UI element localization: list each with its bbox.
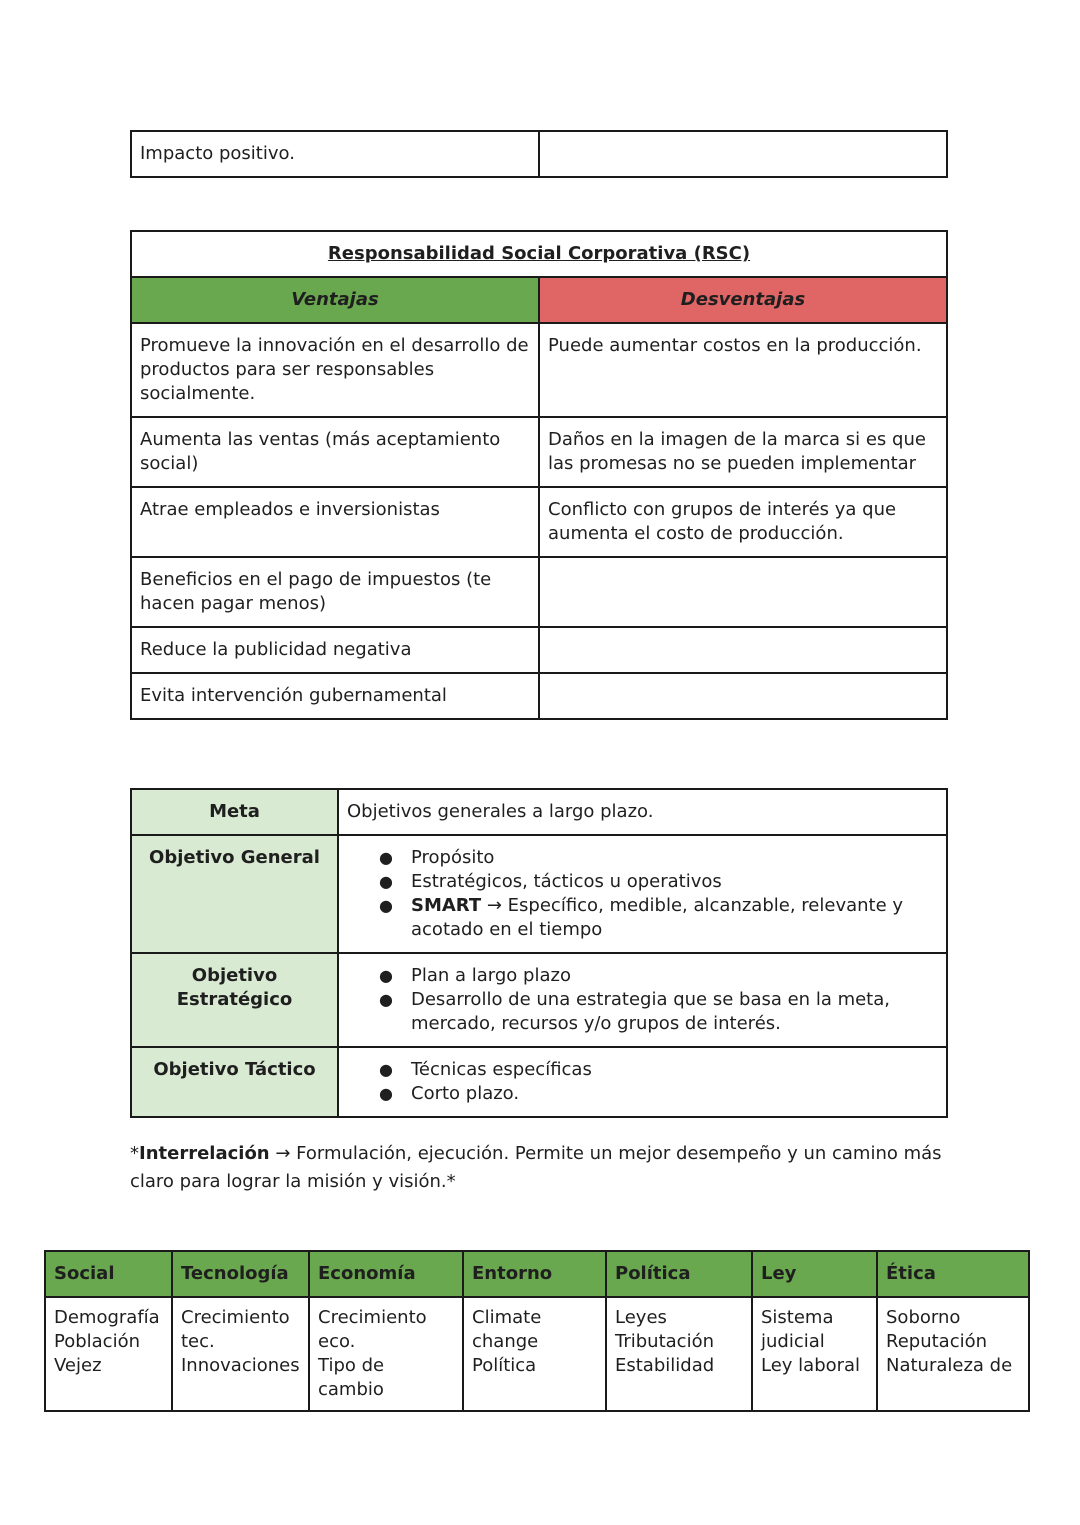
cell-line: Demografía: [54, 1307, 160, 1328]
cell-line: Crecimiento: [181, 1307, 290, 1328]
pestel-cell: [309, 1297, 463, 1411]
desventaja-cell: Conflicto con grupos de interés ya que aumenta el costo de producción.: [539, 487, 947, 557]
desventajas-header: Desventajas: [539, 277, 947, 323]
pestel-cell: [45, 1297, 172, 1411]
smart-text: → Específico, medible, alcanzable, relevante y acotado en el tiempo: [411, 895, 904, 940]
desventaja-cell: [539, 673, 947, 719]
table-row: [131, 417, 947, 487]
ventajas-header: Ventajas: [131, 277, 539, 323]
cell-line: Tributación: [615, 1331, 714, 1352]
desventaja-cell: Daños en la imagen de la marca si es que las promesas no se pueden implementar: [539, 417, 947, 487]
pestel-table: [44, 1250, 1030, 1412]
estrategico-list: [347, 964, 938, 1036]
cell-line: Ley laboral: [761, 1355, 861, 1376]
table-row: [131, 835, 947, 953]
impact-table: [130, 130, 948, 178]
cell-line: Crecimiento: [318, 1307, 427, 1328]
pestel-cell: [172, 1297, 309, 1411]
tactico-label: Objetivo Táctico: [131, 1047, 338, 1117]
cell-line: judicial: [761, 1331, 825, 1352]
desventaja-cell: Puede aumentar costos en la producción.: [539, 323, 947, 417]
impact-cell-right: [539, 131, 947, 177]
desventaja-cell: [539, 557, 947, 627]
table-row: [131, 673, 947, 719]
ventaja-cell: Atrae empleados e inversionistas: [131, 487, 539, 557]
note-prefix: *: [130, 1143, 139, 1164]
pestel-header: Economía: [309, 1251, 463, 1297]
ventaja-cell: Evita intervención gubernamental: [131, 673, 539, 719]
estrategico-content: [338, 953, 947, 1047]
rsc-table: [130, 230, 948, 720]
tactico-list: [347, 1058, 938, 1106]
pestel-header: Política: [606, 1251, 752, 1297]
desventaja-cell: [539, 627, 947, 673]
list-item: ● Desarrollo de una estrategia que se basa en la meta, mercado, recursos y/o grupos de interés.: [411, 988, 938, 1036]
cell-line: Climate: [472, 1307, 542, 1328]
table-row: [131, 953, 947, 1047]
table-row: [131, 557, 947, 627]
tactico-content: [338, 1047, 947, 1117]
ventaja-cell: Beneficios en el pago de impuestos (te hacen pagar menos): [131, 557, 539, 627]
table-row: [131, 789, 947, 835]
cell-line: Reputación: [886, 1331, 988, 1352]
list-item: ● Propósito: [411, 846, 938, 870]
pestel-cell: [463, 1297, 606, 1411]
list-item: [411, 894, 938, 942]
note-text: → Formulación, ejecución. Permite un mejor desempeño y un camino más claro para lograr la misión y visión.*: [130, 1143, 942, 1192]
list-item: ● Corto plazo.: [411, 1082, 938, 1106]
general-label: Objetivo General: [131, 835, 338, 953]
interrelacion-note: [130, 1140, 960, 1196]
pestel-header: Social: [45, 1251, 172, 1297]
rsc-title: Responsabilidad Social Corporativa (RSC): [131, 231, 947, 277]
table-row: [131, 1047, 947, 1117]
general-list: [347, 846, 938, 942]
objectives-table: [130, 788, 948, 1118]
ventaja-cell: Reduce la publicidad negativa: [131, 627, 539, 673]
table-row: [131, 487, 947, 557]
pestel-header: Tecnología: [172, 1251, 309, 1297]
cell-line: Tipo de cambio: [318, 1355, 385, 1400]
table-row: [131, 323, 947, 417]
estrategico-label: Objetivo Estratégico: [131, 953, 338, 1047]
list-item: ● Técnicas específicas: [411, 1058, 938, 1082]
pestel-header: Ley: [752, 1251, 877, 1297]
cell-line: change: [472, 1331, 539, 1352]
pestel-body-row: [45, 1297, 1029, 1411]
list-item: ● Plan a largo plazo: [411, 964, 938, 988]
pestel-header: Ética: [877, 1251, 1029, 1297]
meta-text: Objetivos generales a largo plazo.: [338, 789, 947, 835]
impact-cell-left: Impacto positivo.: [131, 131, 539, 177]
general-content: [338, 835, 947, 953]
cell-line: eco.: [318, 1331, 356, 1352]
pestel-header: Entorno: [463, 1251, 606, 1297]
table-row: [131, 627, 947, 673]
cell-line: Leyes: [615, 1307, 667, 1328]
cell-line: Sistema: [761, 1307, 834, 1328]
cell-line: Población: [54, 1331, 141, 1352]
ventaja-cell: Aumenta las ventas (más aceptamiento social): [131, 417, 539, 487]
cell-line: tec.: [181, 1331, 215, 1352]
cell-line: Soborno: [886, 1307, 961, 1328]
cell-line: Política: [472, 1355, 537, 1376]
pestel-header-row: [45, 1251, 1029, 1297]
list-item: ● Estratégicos, tácticos u operativos: [411, 870, 938, 894]
pestel-cell: [752, 1297, 877, 1411]
pestel-cell: [877, 1297, 1029, 1411]
cell-line: Naturaleza de: [886, 1355, 1013, 1376]
pestel-cell: [606, 1297, 752, 1411]
ventaja-cell: Promueve la innovación en el desarrollo de productos para ser responsables socialmente.: [131, 323, 539, 417]
meta-label: Meta: [131, 789, 338, 835]
cell-line: Vejez: [54, 1355, 102, 1376]
cell-line: Estabilidad: [615, 1355, 715, 1376]
note-bold: Interrelación: [139, 1143, 270, 1164]
cell-line: Innovaciones: [181, 1355, 300, 1376]
smart-label: SMART: [411, 895, 482, 916]
